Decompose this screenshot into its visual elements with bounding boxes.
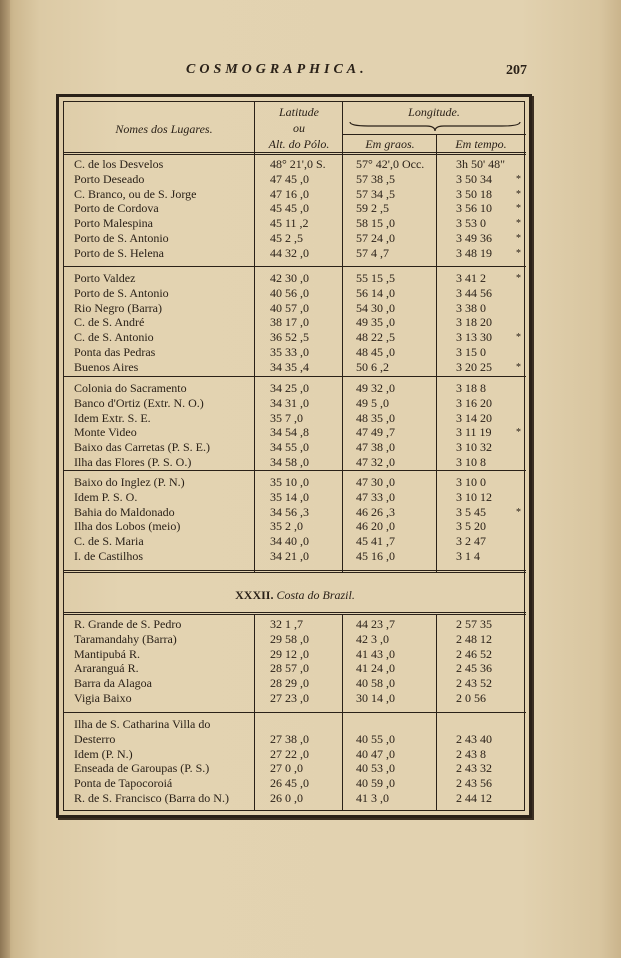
latitude-value: 35 10 ,0 xyxy=(270,475,309,489)
header-longitude: Longitude. xyxy=(408,105,460,119)
place-name: Colonia do Sacramento xyxy=(74,382,187,395)
longitude-time-value: 3 18 20 xyxy=(456,315,492,330)
table-row xyxy=(64,361,526,374)
longitude-degrees-value: 40 59 ,0 xyxy=(356,776,395,791)
longitude-degrees-value: 49 35 ,0 xyxy=(356,315,395,330)
table-row xyxy=(64,287,526,300)
observation-mark: * xyxy=(516,361,521,373)
longitude-time-value: 3 1 4 xyxy=(456,549,480,563)
header-time: Em tempo. xyxy=(455,137,507,151)
place-name: Porto Malespina xyxy=(74,217,153,231)
table-frame xyxy=(56,94,532,818)
place-name: Taramandahy (Barra) xyxy=(74,632,177,646)
latitude-value: 35 7 ,0 xyxy=(270,410,303,425)
place-name: Vigia Baixo xyxy=(74,692,132,705)
place-name: I. de Castilhos xyxy=(74,550,143,563)
latitude-value: 48° 21',0 S. xyxy=(270,157,326,171)
rule-group-1 xyxy=(64,266,526,267)
place-name: C. de S. Maria xyxy=(74,535,144,549)
table-row xyxy=(64,618,526,631)
longitude-degrees-value: 42 3 ,0 xyxy=(356,631,389,646)
latitude-value: 35 14 ,0 xyxy=(270,489,309,504)
latitude-value: 29 12 ,0 xyxy=(270,646,309,661)
latitude-value: 45 11 ,2 xyxy=(270,216,309,231)
longitude-time-value: 3 5 20 xyxy=(456,519,486,534)
latitude-value: 34 58 ,0 xyxy=(270,455,309,469)
place-name: Buenos Aires xyxy=(74,360,139,374)
latitude-value: 42 30 ,0 xyxy=(270,271,309,285)
table-row xyxy=(64,232,526,245)
place-name: C. de S. Antonio xyxy=(74,331,154,345)
longitude-degrees-value: 59 2 ,5 xyxy=(356,201,389,216)
table-row xyxy=(64,441,526,454)
longitude-time-value: 3 41 2 xyxy=(456,271,486,285)
longitude-degrees-value: 30 14 ,0 xyxy=(356,691,395,705)
latitude-value: 32 1 ,7 xyxy=(270,617,303,631)
place-name: Idem (P. N.) xyxy=(74,747,133,761)
latitude-value: 34 56 ,3 xyxy=(270,504,309,519)
table-row xyxy=(64,662,526,675)
observation-mark: * xyxy=(516,247,521,259)
place-name: Idem Extr. S. E. xyxy=(74,411,151,425)
table-row xyxy=(64,550,526,563)
longitude-time-value: 3 14 20 xyxy=(456,410,492,425)
table-row xyxy=(64,316,526,329)
place-name: Ponta de Tapocoroiá xyxy=(74,777,173,791)
longitude-degrees-value: 50 6 ,2 xyxy=(356,359,389,374)
table-row xyxy=(64,202,526,215)
longitude-time-value: 3 10 12 xyxy=(456,489,492,504)
rule-sub-longitude xyxy=(342,134,526,135)
table-row xyxy=(64,491,526,504)
latitude-value: 34 54 ,8 xyxy=(270,425,309,440)
latitude-value: 28 29 ,0 xyxy=(270,676,309,691)
longitude-degrees-value: 47 32 ,0 xyxy=(356,455,395,469)
longitude-degrees-value: 48 22 ,5 xyxy=(356,330,395,345)
longitude-degrees-value: 57 4 ,7 xyxy=(356,245,389,260)
longitude-time-value: 2 43 56 xyxy=(456,776,492,791)
rule-group-5 xyxy=(64,712,526,713)
observation-mark: * xyxy=(516,506,521,518)
table-row xyxy=(64,247,526,260)
longitude-degrees-value: 48 35 ,0 xyxy=(356,410,395,425)
header-altitude-pole: Alt. do Pólo. xyxy=(268,137,330,151)
longitude-time-value: 3h 50' 48" xyxy=(456,157,506,171)
longitude-degrees-value: 41 43 ,0 xyxy=(356,646,395,661)
latitude-value: 38 17 ,0 xyxy=(270,315,309,330)
latitude-value: 27 38 ,0 xyxy=(270,731,309,746)
table-row xyxy=(64,426,526,439)
longitude-time-value: 3 49 36 xyxy=(456,231,492,245)
longitude-time-value: 3 56 10 xyxy=(456,201,492,216)
latitude-value: 45 45 ,0 xyxy=(270,201,309,216)
longitude-time-value: 3 20 25 xyxy=(456,359,492,374)
latitude-value: 34 31 ,0 xyxy=(270,395,309,410)
table-row xyxy=(64,677,526,690)
place-name: C. de los Desvelos xyxy=(74,158,164,171)
longitude-time-value: 3 2 47 xyxy=(456,534,486,549)
latitude-value: 27 0 ,0 xyxy=(270,761,303,776)
coordinates-table xyxy=(63,101,525,811)
longitude-brace xyxy=(348,120,522,132)
place-name: Porto de Cordova xyxy=(74,202,159,216)
rule-group-3 xyxy=(64,470,526,471)
longitude-degrees-value: 40 55 ,0 xyxy=(356,731,395,746)
observation-mark: * xyxy=(516,173,521,185)
longitude-time-value: 3 50 18 xyxy=(456,186,492,201)
rule-section-bottom xyxy=(64,612,526,615)
place-name: Porto Valdez xyxy=(74,272,136,285)
place-name: C. de S. André xyxy=(74,316,145,330)
longitude-degrees-value: 57 24 ,0 xyxy=(356,231,395,245)
place-name: Baixo do Inglez (P. N.) xyxy=(74,476,185,489)
longitude-time-value: 3 5 45 xyxy=(456,504,486,519)
latitude-value: 34 40 ,0 xyxy=(270,534,309,549)
longitude-time-value: 2 46 52 xyxy=(456,646,492,661)
longitude-degrees-value: 58 15 ,0 xyxy=(356,216,395,231)
longitude-degrees-value: 45 16 ,0 xyxy=(356,549,395,563)
place-name: R. Grande de S. Pedro xyxy=(74,618,182,631)
latitude-value: 47 16 ,0 xyxy=(270,186,309,201)
table-row xyxy=(64,648,526,661)
table-row xyxy=(64,412,526,425)
longitude-time-value: 3 16 20 xyxy=(456,395,492,410)
table-row xyxy=(64,733,526,746)
longitude-degrees-value: 57° 42',0 Occ. xyxy=(356,157,425,171)
latitude-value: 26 45 ,0 xyxy=(270,776,309,791)
place-name: R. de S. Francisco (Barra do N.) xyxy=(74,792,229,805)
longitude-degrees-value: 55 15 ,5 xyxy=(356,271,395,285)
longitude-degrees-value: 46 26 ,3 xyxy=(356,504,395,519)
table-row xyxy=(64,302,526,315)
place-name: Bahia do Maldonado xyxy=(74,505,175,519)
latitude-value: 28 57 ,0 xyxy=(270,661,309,676)
longitude-degrees-value: 41 3 ,0 xyxy=(356,791,389,805)
longitude-time-value: 2 43 52 xyxy=(456,676,492,691)
longitude-time-value: 3 18 8 xyxy=(456,381,486,395)
place-name: Enseada de Garoupas (P. S.) xyxy=(74,762,210,776)
place-name: Idem P. S. O. xyxy=(74,490,138,504)
observation-mark: * xyxy=(516,218,521,230)
latitude-value: 27 22 ,0 xyxy=(270,746,309,761)
place-name: Porto Deseado xyxy=(74,172,145,186)
place-name: Mantipubá R. xyxy=(74,647,140,661)
longitude-time-value: 3 11 19 xyxy=(456,425,492,440)
latitude-value: 40 56 ,0 xyxy=(270,285,309,300)
longitude-degrees-value: 40 53 ,0 xyxy=(356,761,395,776)
rule-section-top xyxy=(64,570,526,573)
header-latitude-or: ou xyxy=(293,121,305,135)
longitude-time-value: 3 48 19 xyxy=(456,245,492,260)
longitude-degrees-value: 47 49 ,7 xyxy=(356,425,395,440)
page-number: 207 xyxy=(506,63,527,78)
longitude-degrees-value: 47 30 ,0 xyxy=(356,475,395,489)
table-row xyxy=(64,748,526,761)
longitude-degrees-value: 40 47 ,0 xyxy=(356,746,395,761)
latitude-value: 26 0 ,0 xyxy=(270,791,303,805)
table-row xyxy=(64,777,526,790)
place-name: Baixo das Carretas (P. S. E.) xyxy=(74,441,210,455)
latitude-value: 34 21 ,0 xyxy=(270,549,309,563)
longitude-time-value: 3 38 0 xyxy=(456,300,486,315)
longitude-time-value: 3 44 56 xyxy=(456,285,492,300)
running-head: COSMOGRAPHICA. xyxy=(186,62,368,77)
place-name: Ilha das Flores (P. S. O.) xyxy=(74,456,192,469)
place-name: Ilha de S. Catharina Villa do xyxy=(74,718,211,731)
longitude-degrees-value: 49 32 ,0 xyxy=(356,381,395,395)
longitude-time-value: 3 10 0 xyxy=(456,475,486,489)
latitude-value: 34 55 ,0 xyxy=(270,440,309,455)
place-name: C. Branco, ou de S. Jorge xyxy=(74,187,197,201)
longitude-time-value: 3 53 0 xyxy=(456,216,486,231)
longitude-degrees-value: 57 38 ,5 xyxy=(356,171,395,186)
latitude-value: 44 32 ,0 xyxy=(270,245,309,260)
table-row xyxy=(64,173,526,186)
longitude-degrees-value: 54 30 ,0 xyxy=(356,300,395,315)
place-name: Monte Video xyxy=(74,426,137,440)
table-row xyxy=(64,792,526,805)
observation-mark: * xyxy=(516,427,521,439)
header-latitude: Latitude xyxy=(278,105,319,119)
longitude-time-value: 3 10 32 xyxy=(456,440,492,455)
place-name: Desterro xyxy=(74,732,116,746)
longitude-degrees-value: 40 58 ,0 xyxy=(356,676,395,691)
longitude-time-value: 3 10 8 xyxy=(456,455,486,469)
place-name: Porto de S. Antonio xyxy=(74,232,169,245)
longitude-time-value: 3 15 0 xyxy=(456,345,486,359)
longitude-degrees-value: 48 45 ,0 xyxy=(356,345,395,359)
section-name: Costa do Brazil. xyxy=(276,588,355,602)
latitude-value: 35 2 ,0 xyxy=(270,519,303,534)
place-name: Barra da Alagoa xyxy=(74,677,152,691)
table-row xyxy=(64,718,526,731)
longitude-degrees-value: 56 14 ,0 xyxy=(356,285,395,300)
place-name: Porto de S. Helena xyxy=(74,246,164,260)
longitude-time-value: 2 57 35 xyxy=(456,617,492,631)
section-number: XXXII. xyxy=(235,588,274,602)
table-row xyxy=(64,535,526,548)
table-row xyxy=(64,456,526,469)
longitude-degrees-value: 44 23 ,7 xyxy=(356,617,395,631)
place-name: Rio Negro (Barra) xyxy=(74,301,162,315)
table-row xyxy=(64,188,526,201)
table-row xyxy=(64,520,526,533)
longitude-time-value: 2 48 12 xyxy=(456,631,492,646)
longitude-time-value: 3 50 34 xyxy=(456,171,492,186)
table-row xyxy=(64,217,526,230)
observation-mark: * xyxy=(516,188,521,200)
latitude-value: 45 2 ,5 xyxy=(270,231,303,245)
rule-header-bottom xyxy=(64,152,526,155)
longitude-time-value: 2 43 8 xyxy=(456,746,486,761)
table-row xyxy=(64,762,526,775)
table-row xyxy=(64,346,526,359)
observation-mark: * xyxy=(516,332,521,344)
longitude-degrees-value: 46 20 ,0 xyxy=(356,519,395,534)
header-places: Nomes dos Lugares. xyxy=(115,122,213,136)
longitude-time-value: 2 44 12 xyxy=(456,791,492,805)
table-row xyxy=(64,272,526,285)
latitude-value: 34 35 ,4 xyxy=(270,359,309,374)
longitude-degrees-value: 47 38 ,0 xyxy=(356,440,395,455)
book-spine-shadow xyxy=(0,0,10,958)
table-row xyxy=(64,158,526,171)
longitude-time-value: 2 43 32 xyxy=(456,761,492,776)
observation-mark: * xyxy=(516,233,521,244)
longitude-degrees-value: 49 5 ,0 xyxy=(356,395,389,410)
latitude-value: 36 52 ,5 xyxy=(270,330,309,345)
place-name: Porto de S. Antonio xyxy=(74,286,169,300)
place-name: Ilha dos Lobos (meio) xyxy=(74,520,181,534)
table-row xyxy=(64,692,526,705)
longitude-degrees-value: 57 34 ,5 xyxy=(356,186,395,201)
latitude-value: 35 33 ,0 xyxy=(270,345,309,359)
table-row xyxy=(64,476,526,489)
latitude-value: 29 58 ,0 xyxy=(270,631,309,646)
latitude-value: 34 25 ,0 xyxy=(270,381,309,395)
observation-mark: * xyxy=(516,203,521,215)
table-row xyxy=(64,506,526,519)
observation-mark: * xyxy=(516,273,521,284)
table-row xyxy=(64,331,526,344)
latitude-value: 47 45 ,0 xyxy=(270,171,309,186)
longitude-time-value: 2 0 56 xyxy=(456,691,486,705)
table-row xyxy=(64,633,526,646)
latitude-value: 40 57 ,0 xyxy=(270,300,309,315)
place-name: Araranguá R. xyxy=(74,662,139,676)
longitude-degrees-value: 47 33 ,0 xyxy=(356,489,395,504)
place-name: Ponta das Pedras xyxy=(74,346,156,359)
place-name: Banco d'Ortiz (Extr. N. O.) xyxy=(74,396,204,410)
longitude-time-value: 3 13 30 xyxy=(456,330,492,345)
longitude-time-value: 2 43 40 xyxy=(456,731,492,746)
rule-group-2 xyxy=(64,376,526,377)
latitude-value: 27 23 ,0 xyxy=(270,691,309,705)
table-row xyxy=(64,397,526,410)
longitude-degrees-value: 41 24 ,0 xyxy=(356,661,395,676)
section-title xyxy=(64,588,526,603)
header-degrees: Em graos. xyxy=(365,137,415,151)
longitude-time-value: 2 45 36 xyxy=(456,661,492,676)
table-row xyxy=(64,382,526,395)
longitude-degrees-value: 45 41 ,7 xyxy=(356,534,395,549)
